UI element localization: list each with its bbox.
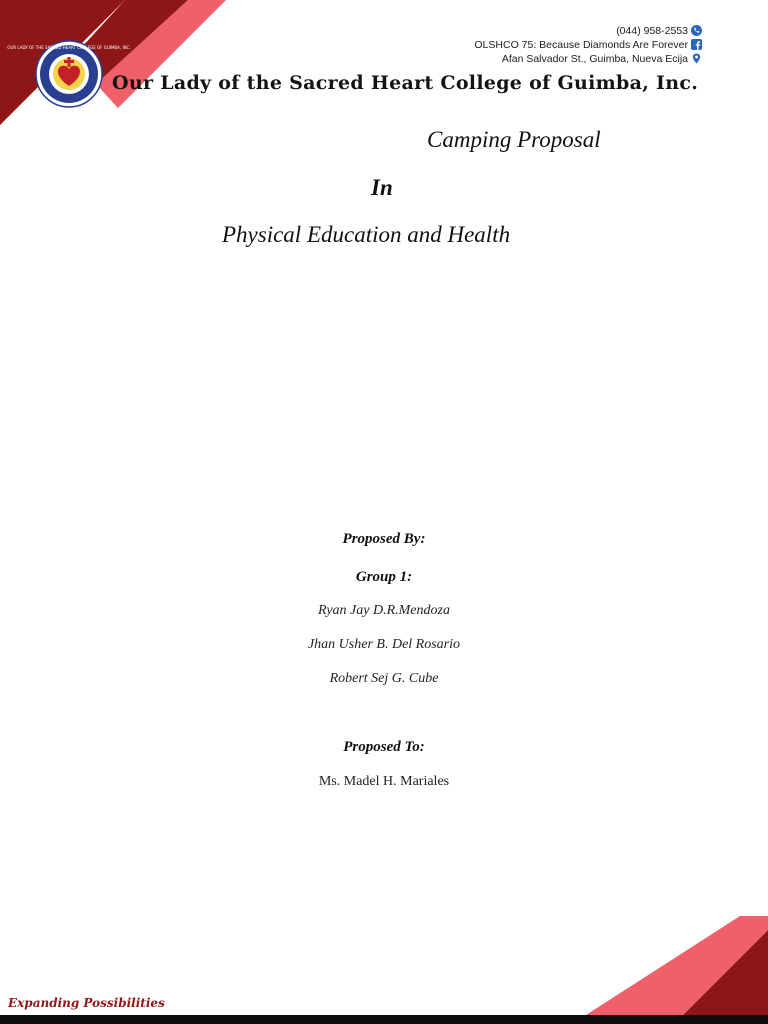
adviser-name: Ms. Madel H. Mariales — [318, 774, 450, 789]
footer-tagline: Expanding Possibilities — [8, 996, 165, 1010]
facebook-text: OLSHCO 75: Because Diamonds Are Forever — [474, 39, 688, 51]
member-name: Ryan Jay D.R.Mendoza — [318, 603, 450, 618]
member-name: Jhan Usher B. Del Rosario — [307, 637, 461, 652]
contact-address — [474, 52, 688, 66]
member-name: Robert Sej G. Cube — [329, 671, 439, 686]
group-label: Group 1: — [355, 569, 413, 585]
proposed-to-heading: Proposed To: — [343, 739, 425, 755]
seal-text: OUR LADY OF THE SACRED HEART COLLEGE OF GUIMBA, INC. — [7, 45, 131, 50]
footer-bar — [0, 1015, 768, 1024]
contact-block — [474, 24, 688, 66]
subject-title: Physical Education and Health — [222, 222, 511, 247]
college-name: Our Lady of the Sacred Heart College of Guimba, Inc. — [112, 72, 699, 94]
phone-icon — [691, 25, 702, 36]
contact-facebook — [474, 38, 688, 52]
phone-text: (044) 958-2553 — [616, 25, 688, 37]
address-text: Afan Salvador St., Guimba, Nueva Ecija — [501, 53, 688, 65]
facebook-icon — [691, 39, 702, 50]
contact-phone — [474, 24, 688, 38]
title-connector: In — [371, 175, 393, 200]
location-pin-icon — [691, 53, 702, 64]
proposal-title: Camping Proposal — [427, 127, 601, 152]
proposed-by-heading: Proposed By: — [342, 531, 426, 547]
college-seal-icon — [7, 40, 131, 108]
